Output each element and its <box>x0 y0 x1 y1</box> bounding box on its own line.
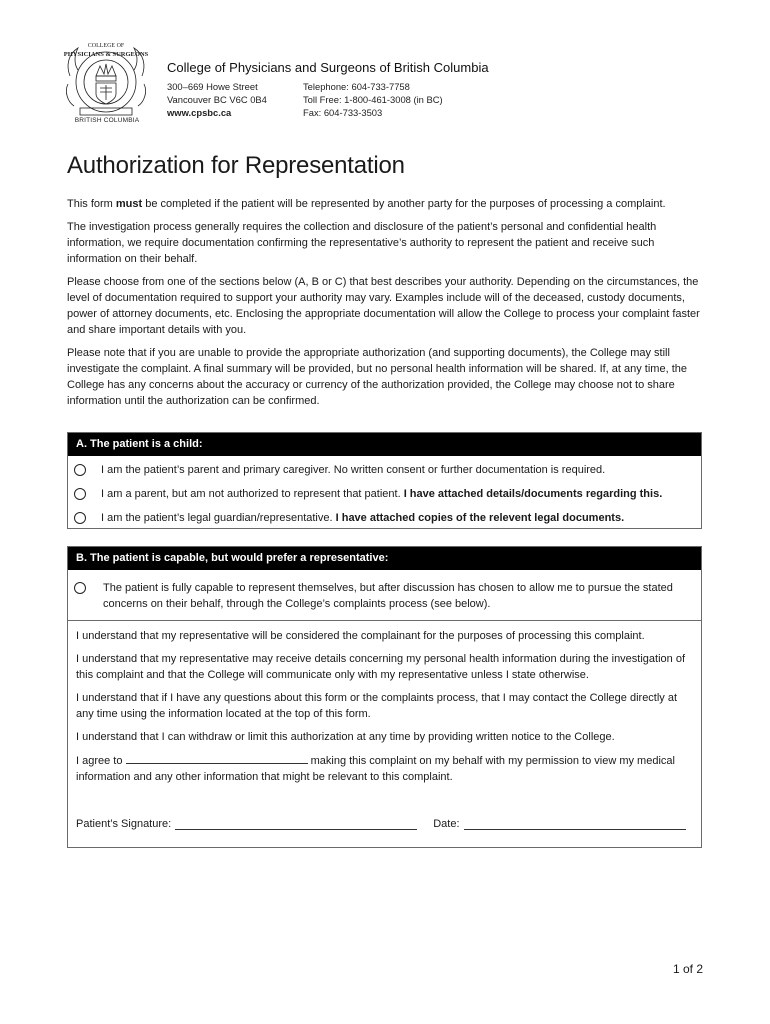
option-text: I am the patient’s parent and primary caregiver. No written consent or further documentation is required. <box>101 464 606 476</box>
radio-button[interactable] <box>74 582 86 594</box>
section-a-option-3[interactable] <box>68 510 701 534</box>
signature-row <box>76 818 686 830</box>
address-city: Vancouver BC V6C 0B4 <box>167 94 267 105</box>
representative-name-field[interactable] <box>126 752 308 764</box>
section-a <box>67 432 702 529</box>
acknowledgement-1: I understand that my representative will be considered the complainant for the purposes of processing this complaint. <box>76 630 645 642</box>
address-block <box>167 80 267 119</box>
section-b <box>67 546 702 848</box>
section-b-heading: B. The patient is capable, but would prefer a representative: <box>68 547 701 570</box>
intro-paragraph-2: The investigation process generally requires the collection and disclosure of the patient’s personal and confidential health information, we require documentation confirming the representative’s authority to represent the patient and receive such information on their behalf. <box>67 221 657 265</box>
date-field[interactable] <box>464 818 686 830</box>
option-text-emphasis: I have attached details/documents regarding this. <box>403 488 663 500</box>
signature-label: Patient’s Signature: <box>76 818 172 830</box>
contact-block <box>303 80 443 119</box>
date-label: Date: <box>433 818 460 830</box>
logo-text-ring: PHYSICIANS & SURGEONS <box>63 51 149 58</box>
toll-free: Toll Free: 1-800-461-3008 (in BC) <box>303 94 443 105</box>
option-label <box>101 510 624 526</box>
radio-button[interactable] <box>74 488 86 500</box>
acknowledgement-3: I understand that if I have any questions about this form or the complaints process, that I may contact the College directly at any time using the information located at the top of this form. <box>76 692 678 720</box>
agree-text: making this complaint on my behalf with my permission to view my medical information and any other information that might be relevant to this complaint. <box>76 755 675 783</box>
intro-text <box>67 196 707 416</box>
option-text: I am the patient’s legal guardian/representative. <box>101 512 336 524</box>
fax: Fax: 604-733-3503 <box>303 107 383 118</box>
agreement-statement <box>76 752 693 785</box>
org-name: College of Physicians and Surgeons of British Columbia <box>167 60 489 75</box>
intro-p1-start: This form <box>67 198 116 210</box>
page-title: Authorization for Representation <box>67 152 405 179</box>
section-a-option-2[interactable] <box>68 486 701 510</box>
option-text: I am a parent, but am not authorized to represent that patient. <box>101 488 404 500</box>
acknowledgement-2: I understand that my representative may receive details concerning my personal health information during the investigation of this complaint and that the College will communicate only with my representative unless I state otherwise. <box>76 653 686 681</box>
section-b-acknowledgements <box>68 621 701 785</box>
option-label: The patient is fully capable to represent themselves, but after discussion has chosen to allow me to pursue the stated concerns on their behalf, through the College’s complaints process (see below). <box>103 582 673 610</box>
radio-button[interactable] <box>74 464 86 476</box>
telephone: Telephone: 604-733-7758 <box>303 81 410 92</box>
option-label <box>101 462 605 478</box>
section-b-option-1[interactable] <box>68 570 701 621</box>
agree-label: I agree to <box>76 755 123 767</box>
option-text-emphasis: I have attached copies of the relevent legal documents. <box>335 512 625 524</box>
intro-p1-emphasis: must <box>115 198 143 210</box>
website-link[interactable]: www.cpsbc.ca <box>167 107 232 118</box>
intro-paragraph-3: Please choose from one of the sections below (A, B or C) that best describes your authority. Depending on the circumstances, the level of documentation required to support your authority may vary. Examples include will of the deceased, custody documents, power of attorney documents, etc. Enclosing the appropriate documentation will allow the College to process your complaint faster and share important details with you. <box>67 276 700 336</box>
intro-p1-end: be completed if the patient will be represented by another party for the purposes of processing a complaint. <box>142 198 666 210</box>
signature-field[interactable] <box>175 818 417 830</box>
logo-text-top: COLLEGE OF <box>87 43 125 49</box>
intro-paragraph-1 <box>67 196 707 212</box>
intro-paragraph-4: Please note that if you are unable to provide the appropriate authorization (and supporting documents), the College may still investigate the complaint. A final summary will be provided, but no personal health information will be shared. If, at any time, the College has any concerns about the accuracy or currency of the authorization provided, the College may choose not to share information until the authorization can be confirmed. <box>67 347 687 407</box>
address-street: 300–669 Howe Street <box>167 81 258 92</box>
section-a-option-1[interactable] <box>68 462 701 486</box>
page-number: 1 of 2 <box>672 962 703 976</box>
option-label <box>101 486 662 502</box>
logo-caption: BRITISH COLUMBIA <box>74 117 140 124</box>
radio-button[interactable] <box>74 512 86 524</box>
acknowledgement-4: I understand that I can withdraw or limit this authorization at any time by providing written notice to the College. <box>76 731 615 743</box>
section-a-heading: A. The patient is a child: <box>68 433 701 456</box>
